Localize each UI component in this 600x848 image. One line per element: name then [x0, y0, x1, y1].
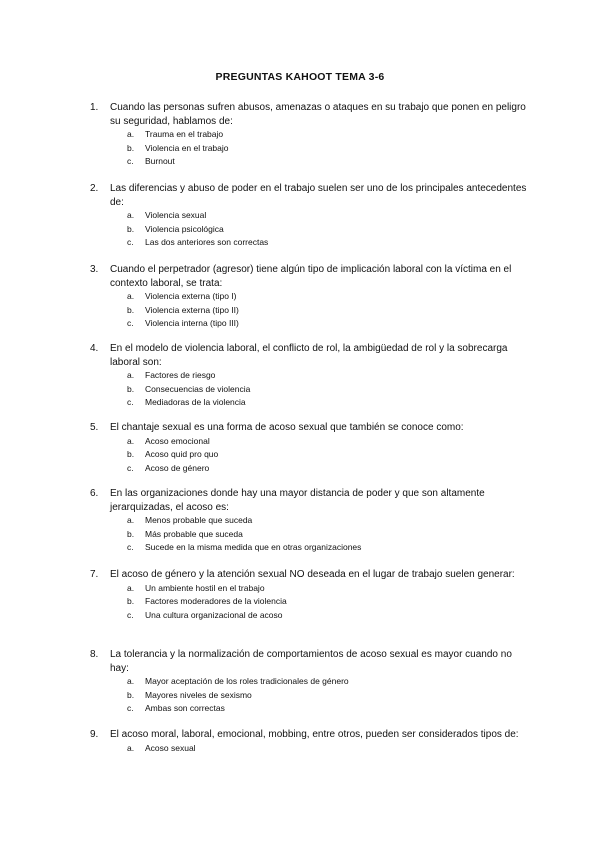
- option-letter: a.: [127, 291, 135, 301]
- answer-options: [90, 209, 530, 250]
- option-a: [90, 675, 530, 689]
- question-1: [90, 101, 530, 169]
- option-text: Violencia en el trabajo: [145, 142, 229, 153]
- option-text: Factores moderadores de la violencia: [145, 596, 287, 606]
- question-number: 9.: [90, 729, 99, 740]
- question-number: 6.: [90, 488, 99, 499]
- option-text: Violencia sexual: [145, 210, 207, 220]
- option-text: Las dos anteriores son correctas: [145, 237, 269, 247]
- question-number: 7.: [90, 569, 99, 580]
- option-b: [90, 595, 530, 609]
- answer-options: [90, 742, 530, 756]
- option-letter: a.: [127, 742, 135, 753]
- option-text: Trauma en el trabajo: [145, 129, 224, 139]
- option-text: Acoso sexual: [145, 742, 196, 753]
- option-b: [90, 689, 530, 703]
- answer-options: [90, 290, 530, 331]
- option-b: [90, 304, 530, 318]
- option-text: Acoso de género: [145, 462, 210, 473]
- question-text: La tolerancia y la normalización de comportamientos de acoso sexual es mayor cuando no hay:: [110, 649, 512, 674]
- option-a: [90, 435, 530, 449]
- option-letter: b.: [127, 304, 135, 315]
- answer-options: [90, 514, 530, 555]
- question-2: [90, 182, 530, 250]
- option-a: [90, 742, 530, 756]
- option-letter: a.: [127, 129, 135, 139]
- question-text: Cuando las personas sufren abusos, amenazas o ataques en su trabajo que ponen en peligro su seguridad, hablamos de:: [110, 102, 526, 127]
- answer-options: [90, 369, 530, 410]
- question-text: Cuando el perpetrador (agresor) tiene algún tipo de implicación laboral con la víctima en el contexto laboral, se trata:: [110, 264, 512, 289]
- question-text: En las organizaciones donde hay una mayor distancia de poder y que son altamente jerarquizadas, el acoso es:: [110, 488, 485, 513]
- answer-options: [90, 435, 530, 476]
- option-letter: a.: [127, 676, 135, 686]
- option-b: [90, 383, 530, 397]
- option-letter: b.: [127, 596, 135, 606]
- question-text: El acoso de género y la atención sexual NO deseada en el lugar de trabajo suelen generar:: [110, 569, 515, 580]
- option-text: Mayor aceptación de los roles tradicionales de género: [145, 676, 349, 686]
- question-text: El acoso moral, laboral, emocional, mobbing, entre otros, pueden ser considerados tipos de:: [110, 729, 519, 740]
- option-letter: c.: [127, 318, 134, 328]
- question-8: [90, 648, 530, 716]
- option-a: [90, 209, 530, 223]
- option-text: Mayores niveles de sexismo: [145, 689, 252, 700]
- question-number: 1.: [90, 102, 99, 113]
- option-letter: c.: [127, 156, 134, 166]
- option-letter: b.: [127, 528, 135, 539]
- option-text: Acoso emocional: [145, 435, 210, 446]
- question-number: 8.: [90, 649, 99, 660]
- option-text: Violencia externa (tipo II): [145, 304, 239, 315]
- question-3: [90, 263, 530, 331]
- option-letter: c.: [127, 609, 134, 620]
- option-b: [90, 223, 530, 237]
- option-letter: a.: [127, 582, 135, 593]
- page-title: PREGUNTAS KAHOOT TEMA 3-6: [215, 71, 385, 83]
- option-c: [90, 609, 530, 623]
- option-text: Violencia psicológica: [145, 223, 224, 234]
- option-letter: c.: [127, 703, 134, 713]
- option-b: [90, 142, 530, 156]
- option-text: Violencia externa (tipo I): [145, 291, 237, 301]
- option-c: [90, 462, 530, 476]
- option-text: Acoso quid pro quo: [145, 449, 219, 459]
- question-4: [90, 342, 530, 410]
- question-text: En el modelo de violencia laboral, el conflicto de rol, la ambigüedad de rol y la sobrecarga laboral son:: [110, 343, 508, 368]
- option-letter: a.: [127, 435, 135, 446]
- option-text: Ambas son correctas: [145, 703, 225, 713]
- option-a: [90, 290, 530, 304]
- option-a: [90, 514, 530, 528]
- option-letter: a.: [127, 370, 135, 380]
- option-c: [90, 155, 530, 169]
- option-letter: b.: [127, 689, 135, 700]
- option-letter: a.: [127, 210, 135, 220]
- option-text: Mediadoras de la violencia: [145, 397, 246, 407]
- question-number: 4.: [90, 343, 99, 354]
- answer-options: [90, 582, 530, 623]
- option-text: Violencia interna (tipo III): [145, 318, 239, 328]
- question-9: [90, 728, 530, 755]
- option-c: [90, 702, 530, 716]
- option-letter: b.: [127, 383, 135, 394]
- option-text: Más probable que suceda: [145, 528, 243, 539]
- option-letter: c.: [127, 237, 134, 247]
- option-c: [90, 541, 530, 555]
- option-c: [90, 396, 530, 410]
- option-a: [90, 582, 530, 596]
- question-6: [90, 487, 530, 555]
- option-text: Una cultura organizacional de acoso: [145, 609, 283, 620]
- question-number: 3.: [90, 264, 99, 275]
- option-letter: b.: [127, 142, 135, 153]
- option-c: [90, 317, 530, 331]
- option-c: [90, 236, 530, 250]
- question-5: [90, 421, 530, 475]
- option-letter: b.: [127, 223, 135, 234]
- option-text: Burnout: [145, 156, 175, 166]
- option-letter: c.: [127, 542, 134, 552]
- option-letter: b.: [127, 449, 135, 459]
- option-text: Consecuencias de violencia: [145, 383, 251, 394]
- question-number: 5.: [90, 422, 99, 433]
- option-letter: c.: [127, 397, 134, 407]
- question-7: [90, 568, 530, 622]
- option-a: [90, 369, 530, 383]
- answer-options: [90, 128, 530, 169]
- option-letter: c.: [127, 462, 134, 473]
- option-text: Un ambiente hostil en el trabajo: [145, 582, 265, 593]
- question-number: 2.: [90, 183, 99, 194]
- option-b: [90, 528, 530, 542]
- option-letter: a.: [127, 515, 135, 525]
- option-text: Menos probable que suceda: [145, 515, 253, 525]
- question-text: El chantaje sexual es una forma de acoso sexual que también se conoce como:: [110, 422, 464, 433]
- option-b: [90, 448, 530, 462]
- answer-options: [90, 675, 530, 716]
- option-text: Sucede en la misma medida que en otras organizaciones: [145, 542, 362, 552]
- question-text: Las diferencias y abuso de poder en el trabajo suelen ser uno de los principales antecedentes de:: [110, 183, 527, 208]
- option-a: [90, 128, 530, 142]
- option-text: Factores de riesgo: [145, 370, 216, 380]
